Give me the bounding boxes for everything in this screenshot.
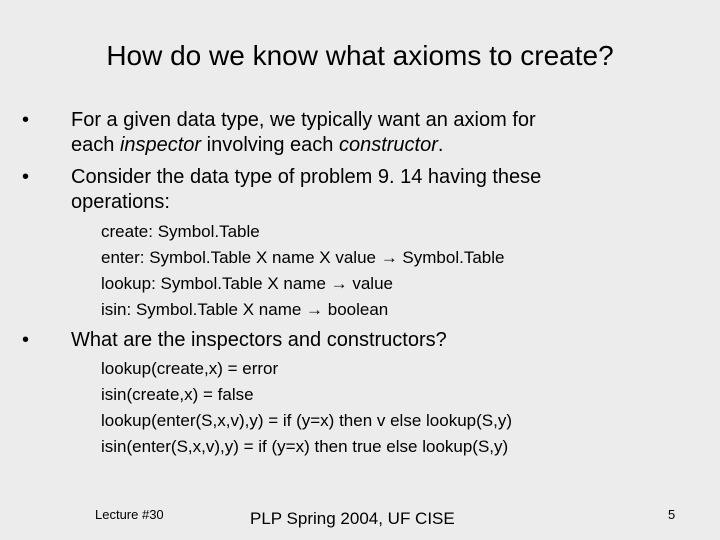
bullet-text: Consider the data type of problem 9. 14 having these: [71, 166, 542, 188]
axiom-line: lookup(enter(S,x,v),y) = if (y=x) then v else lookup(S,y): [101, 411, 512, 430]
axiom-line: isin(create,x) = false: [101, 385, 254, 404]
emphasis-constructor: constructor: [338, 134, 438, 156]
bullet-item: [22, 165, 702, 215]
axiom-line: lookup(create,x) = error: [101, 359, 279, 378]
axioms-list: [101, 356, 512, 460]
text-span: each: [71, 134, 120, 156]
bullet-text: What are the inspectors and constructors?: [71, 329, 447, 351]
bullet-text: For a given data type, we typically want an axiom for: [71, 109, 536, 131]
operation-line: lookup: Symbol.Table X name → value: [101, 274, 393, 293]
bullet-symbol: •: [22, 329, 30, 351]
operations-list: [101, 219, 504, 323]
axiom-line: isin(enter(S,x,v),y) = if (y=x) then true else lookup(S,y): [101, 437, 509, 456]
slide-title: How do we know what axioms to create?: [106, 40, 614, 71]
footer-lecture: Lecture #30: [95, 507, 164, 522]
operation-line: enter: Symbol.Table X name X value → Symbol.Table: [101, 248, 505, 267]
text-span: .: [437, 134, 444, 156]
bullet-text-line2: [71, 133, 536, 158]
emphasis-inspector: inspector: [119, 134, 202, 156]
bullet-item: [22, 108, 702, 158]
page-number: 5: [668, 507, 676, 522]
bullet-symbol: •: [22, 166, 30, 188]
bullet-item: [22, 328, 702, 354]
bullet-text-line2: operations:: [71, 191, 170, 213]
operation-line: create: Symbol.Table: [101, 222, 260, 241]
bullet-symbol: •: [22, 109, 30, 131]
footer-course: PLP Spring 2004, UF CISE: [250, 509, 455, 528]
text-span: involving each: [201, 134, 339, 156]
operation-line: isin: Symbol.Table X name → boolean: [101, 300, 389, 319]
